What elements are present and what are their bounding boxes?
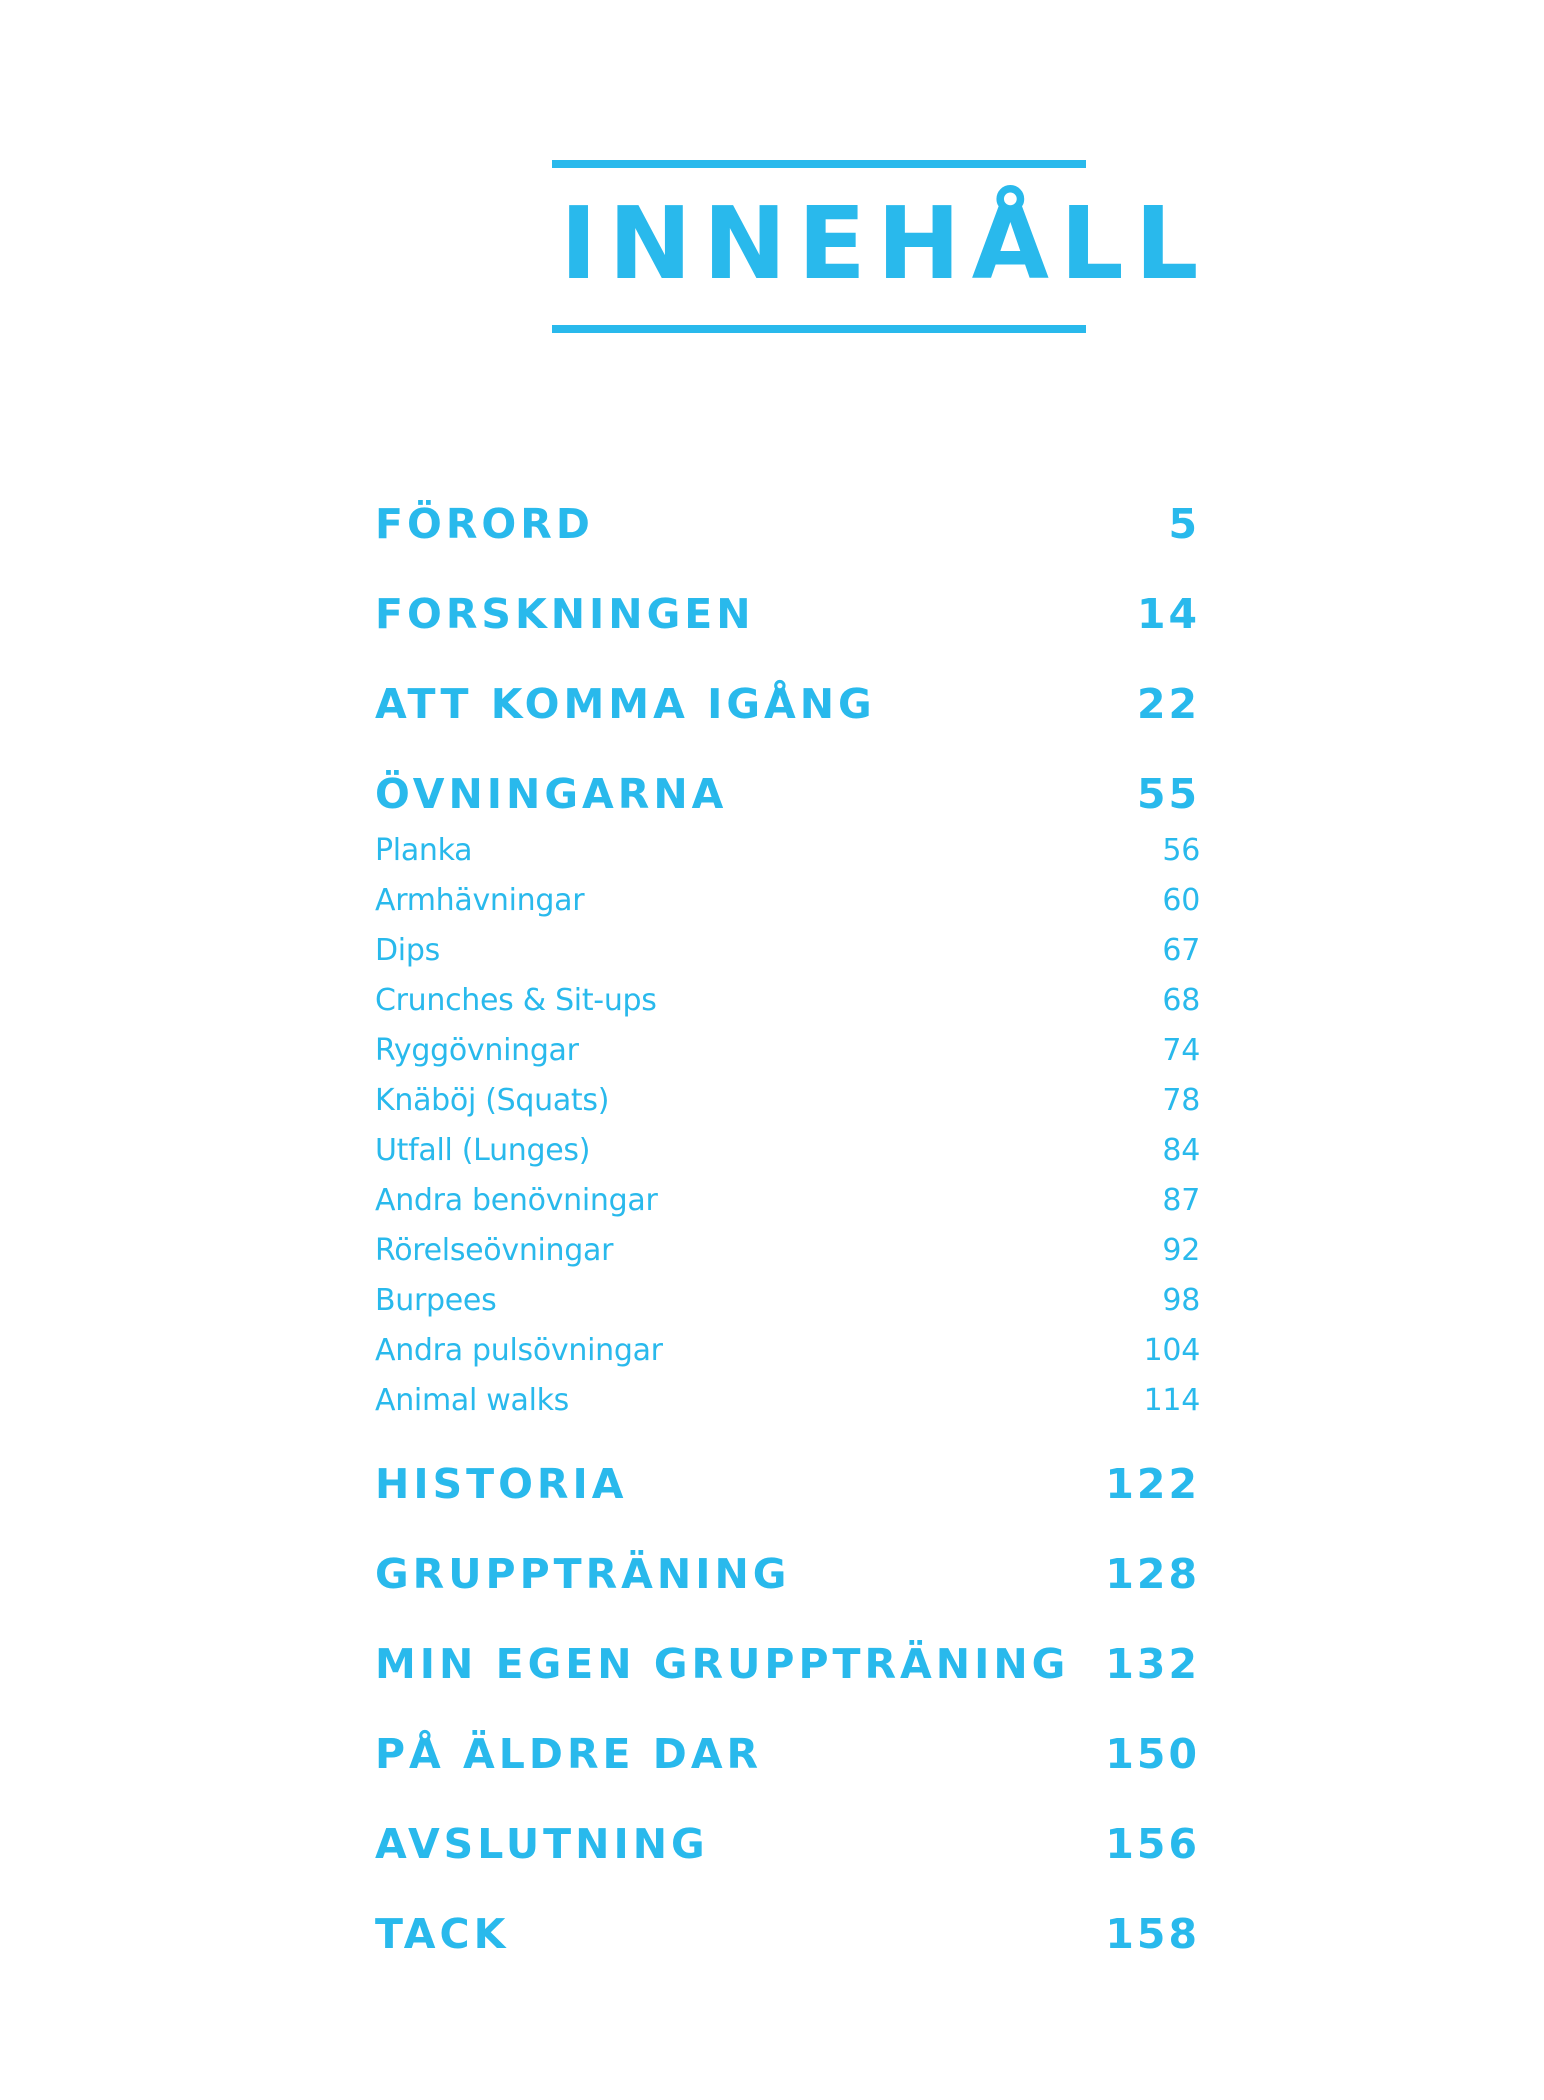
toc-subentry-label: Andra pulsövningar: [375, 1333, 663, 1368]
toc-subentry-rorelseovningar[interactable]: [375, 1233, 1200, 1268]
toc-entry-ovningarna[interactable]: [375, 770, 1200, 818]
toc-entry-label: MIN EGEN GRUPPTRÄNING: [375, 1640, 1070, 1688]
toc-subentry-label: Andra benövningar: [375, 1183, 658, 1218]
toc-subentry-utfall[interactable]: [375, 1133, 1200, 1168]
toc-entry-page: 122: [1105, 1460, 1200, 1508]
toc-subentry-label: Burpees: [375, 1283, 497, 1318]
toc-subentry-label: Crunches & Sit-ups: [375, 983, 657, 1018]
toc-entry-label: HISTORIA: [375, 1460, 628, 1508]
title-rule-top: [552, 160, 1086, 168]
toc-subentry-label: Armhävningar: [375, 883, 585, 918]
toc-entry-page: 156: [1105, 1820, 1200, 1868]
toc-entry-forskningen[interactable]: [375, 590, 1200, 638]
toc-subentry-knaboj[interactable]: [375, 1083, 1200, 1118]
toc-subentry-page: 60: [1162, 883, 1200, 918]
toc-subentry-page: 84: [1162, 1133, 1200, 1168]
toc-subentry-page: 104: [1143, 1333, 1200, 1368]
toc-entry-label: ÖVNINGARNA: [375, 770, 728, 818]
toc-entry-page: 55: [1136, 770, 1200, 818]
toc-subentry-page: 98: [1162, 1283, 1200, 1318]
toc-subentry-andra-pulsovningar[interactable]: [375, 1333, 1200, 1368]
toc-entry-label: ATT KOMMA IGÅNG: [375, 680, 876, 728]
page-title: INNEHÅLL: [560, 185, 1210, 302]
toc-subentry-label: Utfall (Lunges): [375, 1133, 591, 1168]
toc-entry-page: 22: [1136, 680, 1200, 728]
toc-subentry-armhavningar[interactable]: [375, 883, 1200, 918]
toc-subentry-page: 68: [1162, 983, 1200, 1018]
toc-entry-att-komma-igang[interactable]: [375, 680, 1200, 728]
toc-subentry-planka[interactable]: [375, 833, 1200, 868]
toc-subentry-animal-walks[interactable]: [375, 1383, 1200, 1418]
toc-entry-page: 158: [1105, 1910, 1200, 1958]
toc-entry-label: AVSLUTNING: [375, 1820, 709, 1868]
toc-entry-historia[interactable]: [375, 1460, 1200, 1508]
toc-subentry-page: 56: [1162, 833, 1200, 868]
toc-subentry-crunches[interactable]: [375, 983, 1200, 1018]
toc-subentry-page: 78: [1162, 1083, 1200, 1118]
toc-subentry-label: Animal walks: [375, 1383, 570, 1418]
toc-entry-page: 5: [1168, 500, 1200, 548]
toc-entry-label: PÅ ÄLDRE DAR: [375, 1730, 763, 1778]
toc-subentry-label: Planka: [375, 833, 473, 868]
toc-subentry-page: 87: [1162, 1183, 1200, 1218]
toc-entry-page: 128: [1105, 1550, 1200, 1598]
toc-entry-label: FORSKNINGEN: [375, 590, 755, 638]
toc-entry-avslutning[interactable]: [375, 1820, 1200, 1868]
toc-entry-gruppträning[interactable]: [375, 1550, 1200, 1598]
toc-entry-pa-aldre-dar[interactable]: [375, 1730, 1200, 1778]
toc-subentry-dips[interactable]: [375, 933, 1200, 968]
title-block: [552, 160, 1210, 333]
toc-entry-label: TACK: [375, 1910, 510, 1958]
toc-entry-page: 14: [1136, 590, 1200, 638]
toc-subentry-label: Dips: [375, 933, 440, 968]
toc-entry-page: 132: [1105, 1640, 1200, 1688]
toc-subentry-page: 74: [1162, 1033, 1200, 1068]
toc-subentry-burpees[interactable]: [375, 1283, 1200, 1318]
toc-subentry-label: Knäböj (Squats): [375, 1083, 610, 1118]
toc-subentry-label: Ryggövningar: [375, 1033, 579, 1068]
toc-subentry-ryggovningar[interactable]: [375, 1033, 1200, 1068]
toc-subentry-page: 92: [1162, 1233, 1200, 1268]
toc-subentry-label: Rörelseövningar: [375, 1233, 614, 1268]
toc-entry-page: 150: [1105, 1730, 1200, 1778]
toc-entry-forord[interactable]: [375, 500, 1200, 548]
toc-entry-tack[interactable]: [375, 1910, 1200, 1958]
toc-subentry-andra-benovningar[interactable]: [375, 1183, 1200, 1218]
toc-subentry-page: 114: [1143, 1383, 1200, 1418]
title-rule-bottom: [552, 325, 1086, 333]
toc-subentry-page: 67: [1162, 933, 1200, 968]
toc-entry-label: GRUPPTRÄNING: [375, 1550, 791, 1598]
toc-entry-min-egen-gruppträning[interactable]: [375, 1640, 1200, 1688]
toc-entry-label: FÖRORD: [375, 500, 594, 548]
